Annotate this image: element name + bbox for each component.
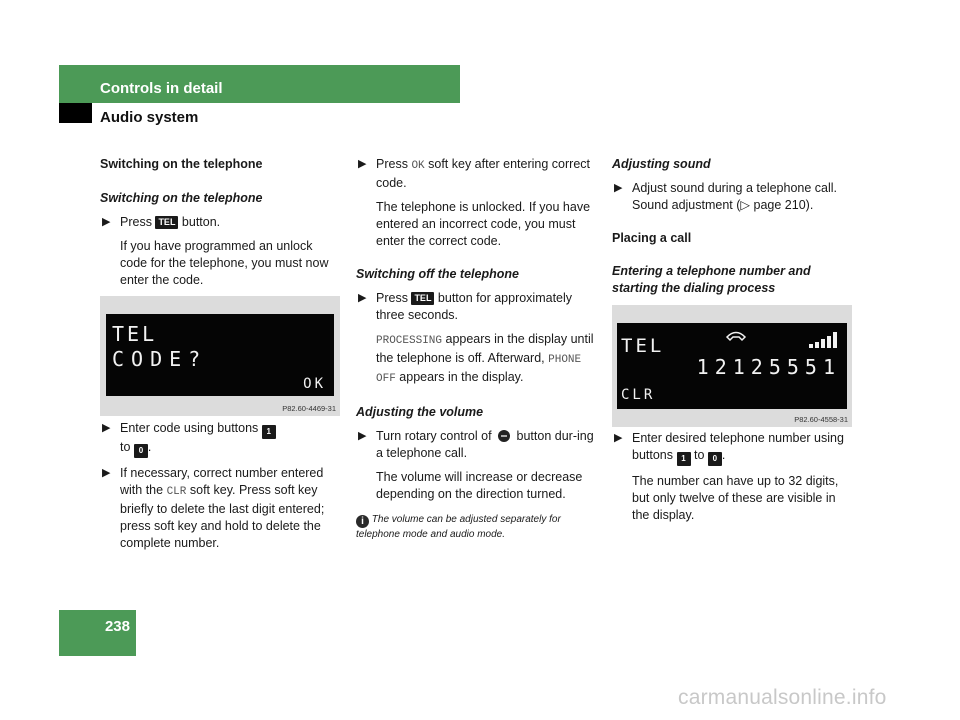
clr-label: CLR	[166, 486, 187, 498]
page-ref-arrow-icon: ▷	[740, 198, 751, 212]
section-heading-call: Placing a call	[612, 231, 692, 245]
key-one-icon: 1	[262, 425, 276, 439]
lcd-line-code: CODE?	[112, 347, 208, 371]
section-heading: Switching on the telephone	[100, 157, 263, 171]
ok-label: OK	[411, 160, 425, 172]
bullet-arrow-icon: ▶	[102, 422, 111, 434]
watermark: carmanualsonline.info	[678, 686, 887, 709]
paragraph-digits: The number can have up to 32 digits, but only twelve of these are visible in the display.	[632, 474, 839, 522]
header-marker	[59, 103, 92, 123]
step-turn-control: ▶ Turn rotary control of button dur-ing a telephone call.	[358, 429, 594, 460]
tel-button-icon: TEL	[155, 216, 178, 229]
step-press-ok: ▶ Press OK soft key after entering correct code.	[358, 157, 591, 190]
step-press-tel-off: ▶ Press TEL button for approximately three seconds.	[358, 291, 573, 322]
step-adjust-sound: ▶ Adjust sound during a telephone call. Sound adjustment (▷ page 210).	[614, 181, 838, 212]
column-1-lower	[100, 420, 340, 552]
paragraph-processing: PROCESSING appears in the display until the telephone is off. Afterward, PHONE OFF appears in the display.	[376, 332, 594, 385]
section-title: Audio system	[100, 109, 199, 126]
info-note: i The volume can be adjusted separately for telephone mode and audio mode.	[356, 514, 561, 540]
lcd-phone-number: 12125551	[696, 355, 841, 379]
lcd-softkey-clr: CLR	[621, 387, 656, 403]
sub-heading-sound: Adjusting sound	[612, 157, 711, 171]
bullet-arrow-icon: ▶	[614, 432, 623, 444]
lcd-line-tel: TEL	[112, 322, 158, 346]
lcd-line-tel: TEL	[621, 335, 665, 357]
sub-heading-enter: Entering a telephone number and starting the dialing process	[612, 264, 811, 295]
bullet-arrow-icon: ▶	[614, 182, 623, 194]
tel-button-icon: TEL	[411, 292, 434, 305]
column-3	[612, 156, 854, 297]
info-icon: i	[356, 515, 369, 528]
step-enter-number: ▶ Enter desired telephone number using buttons 1 to 0 .	[612, 430, 854, 466]
column-1	[100, 156, 340, 289]
paragraph-volume: The volume will increase or decrease depending on the direction turned.	[376, 470, 583, 501]
figure-code: P82.60-4558-31	[794, 415, 848, 424]
processing-label: PROCESSING	[376, 335, 443, 347]
bullet-arrow-icon: ▶	[102, 216, 111, 228]
step-press-tel: ▶ Press TEL button.	[102, 215, 221, 229]
lcd-screen	[617, 323, 847, 409]
rotary-control-icon	[498, 430, 510, 442]
key-zero-icon: 0	[708, 452, 722, 466]
figure-code: P82.60-4469-31	[282, 404, 336, 413]
bullet-arrow-icon: ▶	[358, 430, 367, 442]
step-enter-code: ▶ Enter code using buttons 1 to 0 .	[100, 420, 340, 458]
column-3-lower	[612, 430, 854, 524]
display-figure-number	[612, 305, 852, 427]
column-2	[356, 156, 598, 542]
page-number: 238	[104, 618, 130, 635]
key-one-icon: 1	[677, 452, 691, 466]
key-zero-icon: 0	[134, 444, 148, 458]
signal-bars-icon	[809, 331, 843, 349]
chapter-title: Controls in detail	[100, 80, 223, 97]
sub-heading-volume: Adjusting the volume	[356, 405, 484, 419]
paragraph-unlocked: The telephone is unlocked. If you have entered an incorrect code, you must enter the correct code.	[376, 200, 591, 248]
lcd-softkey-ok: OK	[303, 376, 326, 392]
sub-heading: Switching on the telephone	[100, 191, 263, 205]
bullet-arrow-icon: ▶	[358, 292, 367, 304]
paragraph-unlock: If you have programmed an unlock code for the telephone, you must now enter the code.	[120, 239, 329, 287]
handset-icon	[725, 329, 747, 343]
step-correct-number: ▶ If necessary, correct number entered with the CLR soft key. Press soft key briefly to delete the last digit entered; press soft key and hold to delete the complete number.	[102, 466, 325, 550]
sub-heading-off: Switching off the telephone	[356, 267, 519, 281]
phone-off-label: PHONE OFF	[376, 354, 582, 385]
bullet-arrow-icon: ▶	[102, 467, 111, 479]
display-figure-code	[100, 296, 340, 416]
bullet-arrow-icon: ▶	[358, 158, 367, 170]
lcd-screen	[106, 314, 334, 396]
